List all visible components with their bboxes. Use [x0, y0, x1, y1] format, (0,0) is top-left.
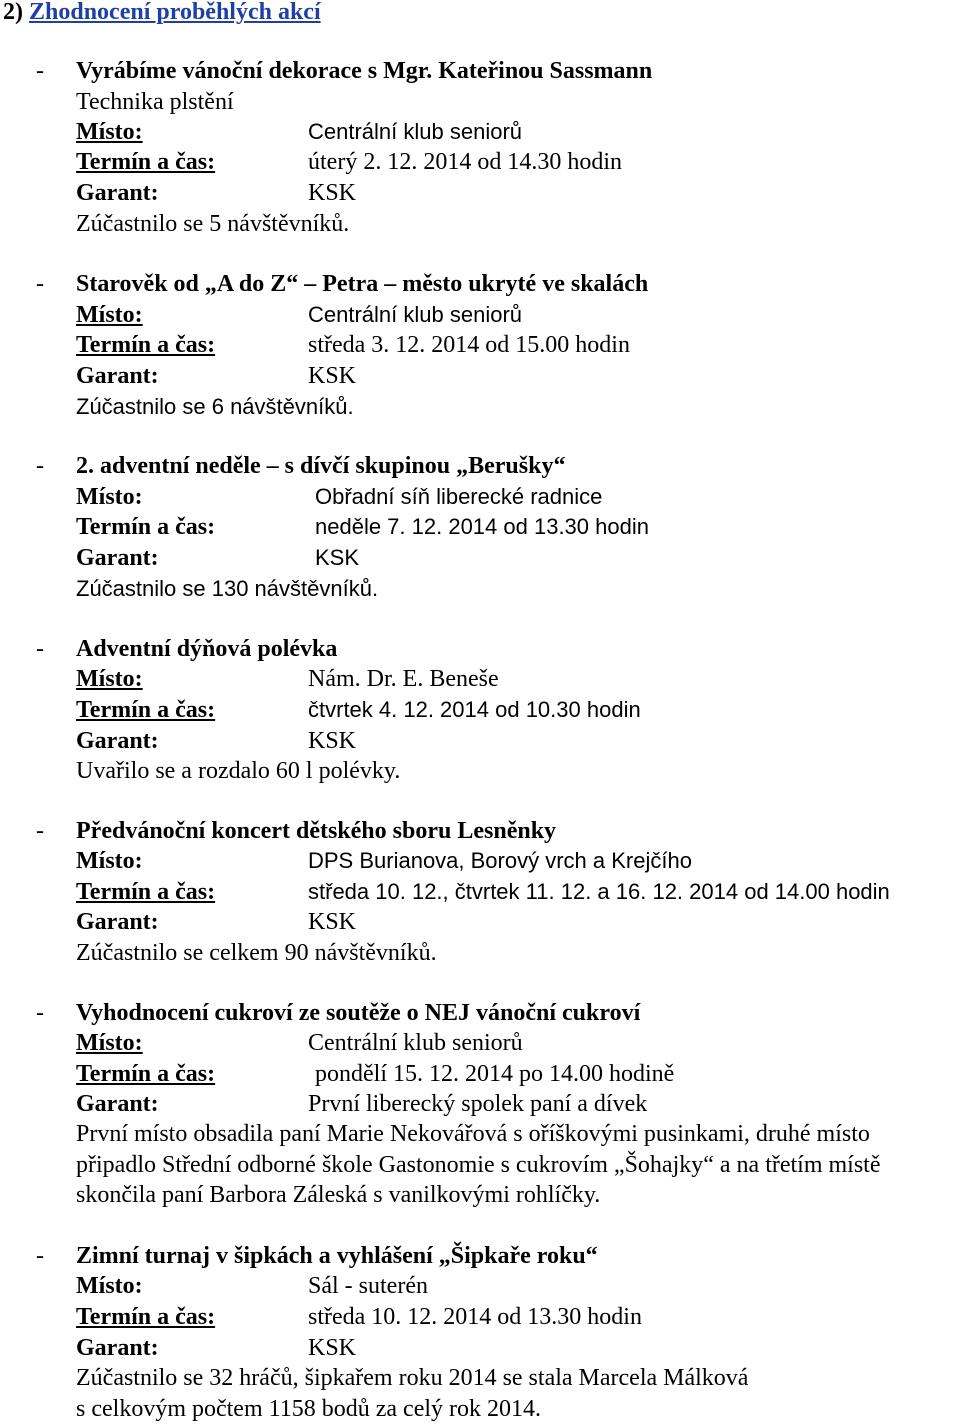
event-subtitle: Technika plstění [76, 89, 234, 115]
datetime-value: středa 3. 12. 2014 od 15.00 hodin [308, 332, 630, 358]
place-label: Místo: [76, 1030, 143, 1056]
event-note: Zúčastnilo se 5 návštěvníků. [76, 211, 350, 237]
bullet-dash: - [36, 271, 44, 297]
guarantor-value: První liberecký spolek paní a dívek [308, 1091, 648, 1117]
event-note-line-2: s celkovým počtem 1158 bodů za celý rok 2014. [76, 1396, 541, 1422]
guarantor-label: Garant: [76, 363, 159, 389]
bullet-dash: - [36, 453, 44, 479]
datetime-label: Termín a čas: [76, 879, 216, 905]
guarantor-value: KSK [308, 180, 357, 206]
place-label: Místo: [76, 848, 143, 874]
event-note: Zúčastnilo se 130 návštěvníků. [76, 576, 379, 601]
datetime-value: středa 10. 12. 2014 od 13.30 hodin [308, 1304, 642, 1330]
datetime-value: čtvrtek 4. 12. 2014 od 10.30 hodin [308, 697, 641, 722]
section-title-link[interactable]: Zhodnocení proběhlých akcí [29, 0, 321, 25]
datetime-label: Termín a čas: [76, 149, 216, 175]
event-note: Zúčastnilo se celkem 90 návštěvníků. [76, 940, 437, 966]
event-title: Vyhodnocení cukroví ze soutěže o NEJ vánoční cukroví [76, 1000, 641, 1026]
event-title: 2. adventní neděle – s dívčí skupinou „Berušky“ [76, 453, 566, 479]
event-note: Uvařilo se a rozdalo 60 l polévky. [76, 758, 401, 784]
event-title: Starověk od „A do Z“ – Petra – město ukryté ve skalách [76, 271, 649, 297]
bullet-dash: - [36, 818, 44, 844]
event-note-line-1: Zúčastnilo se 32 hráčů, šipkařem roku 2014 se stala Marcela Málková [76, 1365, 749, 1391]
place-value: Obřadní síň liberecké radnice [315, 484, 603, 509]
guarantor-value: KSK [308, 909, 357, 935]
bullet-dash: - [36, 1243, 44, 1269]
place-label: Místo: [76, 302, 143, 328]
datetime-label: Termín a čas: [76, 1061, 216, 1087]
section-heading [3, 0, 321, 28]
guarantor-label: Garant: [76, 1335, 159, 1361]
datetime-label: Termín a čas: [76, 514, 216, 540]
datetime-value: úterý 2. 12. 2014 od 14.30 hodin [308, 149, 622, 175]
guarantor-value: KSK [308, 728, 357, 754]
guarantor-value: KSK [308, 1335, 357, 1361]
event-note-line-1: První místo obsadila paní Marie Nekovářová s oříškovými pusinkami, druhé místo [76, 1121, 870, 1147]
guarantor-value: KSK [315, 545, 360, 570]
place-value: Centrální klub seniorů [308, 1030, 523, 1056]
event-note-line-2: připadlo Střední odborné škole Gastonomie s cukrovím „Šohajky“ a na třetím místě [76, 1152, 881, 1178]
place-label: Místo: [76, 1273, 143, 1299]
event-title: Předvánoční koncert dětského sboru Lesněnky [76, 818, 557, 844]
place-label: Místo: [76, 666, 143, 692]
event-note-line-3: skončila paní Barbora Záleská s vanilkovými rohlíčky. [76, 1182, 601, 1208]
place-value: Centrální klub seniorů [308, 302, 523, 327]
guarantor-label: Garant: [76, 180, 159, 206]
place-value: Nám. Dr. E. Beneše [308, 666, 499, 692]
place-label: Místo: [76, 119, 143, 145]
datetime-label: Termín a čas: [76, 1304, 216, 1330]
event-title: Vyrábíme vánoční dekorace s Mgr. Kateřinou Sassmann [76, 58, 653, 84]
guarantor-label: Garant: [76, 545, 159, 571]
datetime-value: pondělí 15. 12. 2014 po 14.00 hodině [315, 1061, 675, 1087]
place-label: Místo: [76, 484, 143, 510]
bullet-dash: - [36, 1000, 44, 1026]
event-note: Zúčastnilo se 6 návštěvníků. [76, 394, 354, 419]
datetime-value: středa 10. 12., čtvrtek 11. 12. a 16. 12. 2014 od 14.00 hodin [308, 879, 890, 904]
bullet-dash: - [36, 58, 44, 84]
place-value: Sál - suterén [308, 1273, 428, 1299]
section-number: 2) [3, 0, 23, 25]
event-title: Zimní turnaj v šipkách a vyhlášení „Šipkaře roku“ [76, 1243, 598, 1269]
bullet-dash: - [36, 636, 44, 662]
guarantor-value: KSK [308, 363, 357, 389]
guarantor-label: Garant: [76, 728, 159, 754]
guarantor-label: Garant: [76, 909, 159, 935]
datetime-label: Termín a čas: [76, 332, 216, 358]
datetime-value: neděle 7. 12. 2014 od 13.30 hodin [315, 514, 649, 539]
guarantor-label: Garant: [76, 1091, 159, 1117]
event-title: Adventní dýňová polévka [76, 636, 338, 662]
place-value: DPS Burianova, Borový vrch a Krejčího [308, 848, 692, 873]
datetime-label: Termín a čas: [76, 697, 216, 723]
place-value: Centrální klub seniorů [308, 119, 523, 144]
